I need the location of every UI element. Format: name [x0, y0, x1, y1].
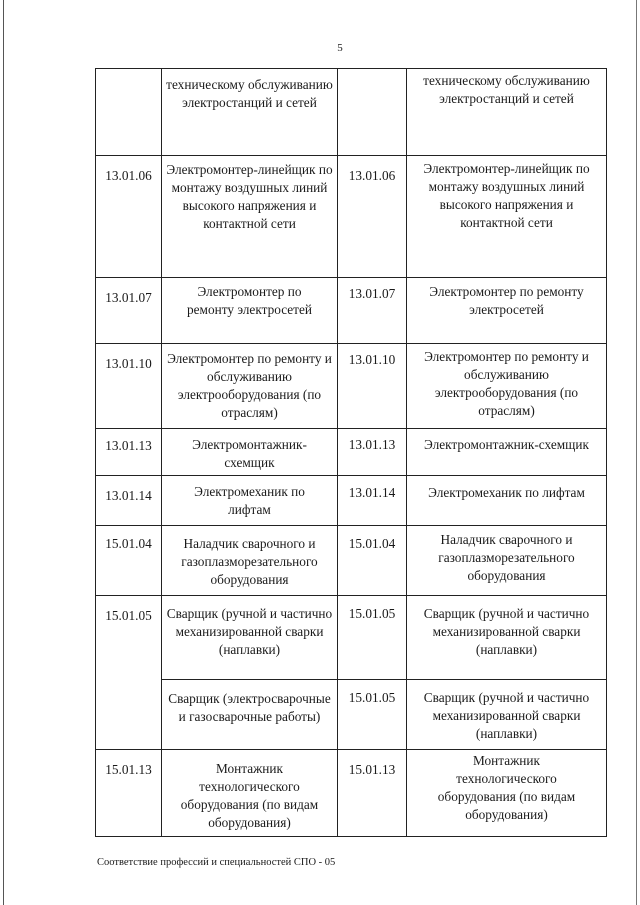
old-profession-cell: Электромонтажник-схемщик: [162, 429, 338, 476]
new-code-cell: 13.01.13: [338, 429, 407, 476]
old-profession-cell: Электромонтер-линейщик по монтажу воздушных линий высокого напряжения и контактной сети: [162, 156, 338, 278]
table-row: [96, 680, 607, 750]
new-profession-cell: Электромонтер-линейщик по монтажу воздушных линий высокого напряжения и контактной сети: [407, 156, 607, 278]
old-code-cell: 15.01.13: [96, 750, 162, 837]
old-code-cell: 13.01.06: [96, 156, 162, 278]
table-row: [96, 750, 607, 837]
new-code-cell: 13.01.10: [338, 344, 407, 429]
new-code-cell: 15.01.13: [338, 750, 407, 837]
table-row: [96, 344, 607, 429]
old-profession-cell: Сварщик (ручной и частично механизированной сварки (наплавки): [162, 596, 338, 680]
new-code-cell: 15.01.04: [338, 526, 407, 596]
new-profession-cell: Электромеханик по лифтам: [407, 476, 607, 526]
scan-edge-left: [3, 0, 4, 905]
old-code-cell: [96, 69, 162, 156]
new-profession-cell: техническому обслуживанию электростанций и сетей: [407, 69, 607, 156]
table-row: [96, 278, 607, 344]
old-profession-cell: Электромонтер по ремонту и обслуживанию электрооборудования (по отраслям): [162, 344, 338, 429]
new-code-cell: [338, 69, 407, 156]
old-code-cell: 13.01.13: [96, 429, 162, 476]
new-code-cell: 13.01.07: [338, 278, 407, 344]
old-profession-cell: Сварщик (электросварочные и газосварочные работы): [162, 680, 338, 750]
new-profession-cell: Сварщик (ручной и частично механизированной сварки (наплавки): [407, 680, 607, 750]
table-row: [96, 596, 607, 680]
profession-correspondence-table: [95, 68, 607, 837]
old-profession-cell: Наладчик сварочного и газоплазморезательного оборудования: [162, 526, 338, 596]
old-code-cell: 13.01.14: [96, 476, 162, 526]
old-profession-cell: Электромонтер по ремонту электросетей: [162, 278, 338, 344]
new-code-cell: 13.01.14: [338, 476, 407, 526]
new-profession-cell: Наладчик сварочного и газоплазморезательного оборудования: [407, 526, 607, 596]
new-profession-cell: Электромонтажник-схемщик: [407, 429, 607, 476]
old-profession-cell: техническому обслуживанию электростанций и сетей: [162, 69, 338, 156]
table-row: [96, 69, 607, 156]
new-code-cell: 15.01.05: [338, 596, 407, 680]
table-row: [96, 429, 607, 476]
old-code-cell: 15.01.05: [96, 596, 162, 750]
old-profession-cell: Монтажник технологического оборудования (по видам оборудования): [162, 750, 338, 837]
table-row: [96, 476, 607, 526]
old-code-cell: 13.01.10: [96, 344, 162, 429]
old-code-cell: 15.01.04: [96, 526, 162, 596]
page-footer: Соответствие профессий и специальностей СПО - 05: [97, 857, 336, 868]
new-code-cell: 15.01.05: [338, 680, 407, 750]
new-profession-cell: Сварщик (ручной и частично механизированной сварки (наплавки): [407, 596, 607, 680]
new-code-cell: 13.01.06: [338, 156, 407, 278]
scan-edge-right: [636, 0, 637, 905]
table-row: [96, 526, 607, 596]
new-profession-cell: Электромонтер по ремонту и обслуживанию электрооборудования (по отраслям): [407, 344, 607, 429]
new-profession-cell: Электромонтер по ремонту электросетей: [407, 278, 607, 344]
page-number: 5: [337, 42, 343, 54]
old-code-cell: 13.01.07: [96, 278, 162, 344]
new-profession-cell: Монтажник технологического оборудования (по видам оборудования): [407, 750, 607, 837]
table-row: [96, 156, 607, 278]
old-profession-cell: Электромеханик по лифтам: [162, 476, 338, 526]
